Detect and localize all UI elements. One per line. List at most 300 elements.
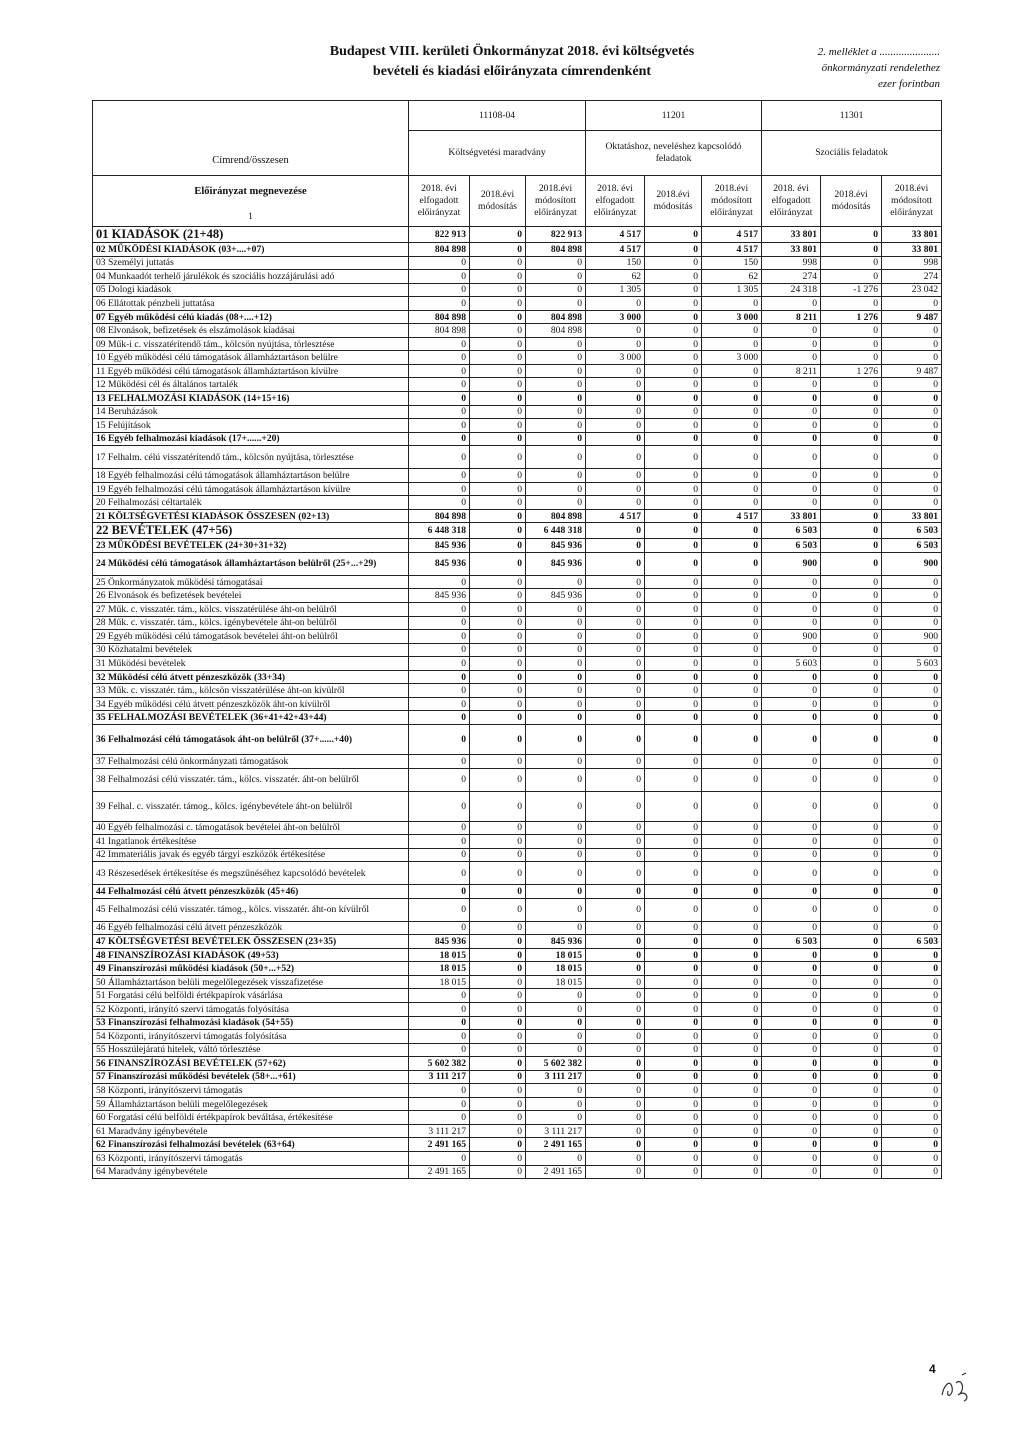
row-value: 0 <box>586 630 645 644</box>
table-row <box>93 962 942 976</box>
row-value: 1 305 <box>702 283 762 297</box>
row-value: 0 <box>882 324 942 338</box>
row-value: 0 <box>409 378 470 392</box>
row-value: 0 <box>470 898 526 921</box>
row-value: 0 <box>586 791 645 821</box>
row-value: 0 <box>821 724 882 754</box>
row-value: 0 <box>882 1124 942 1138</box>
row-value: 0 <box>526 256 586 270</box>
row-value: 0 <box>586 898 645 921</box>
row-value: 0 <box>882 419 942 433</box>
row-value: 0 <box>470 337 526 351</box>
row-value: 6 448 318 <box>526 523 586 539</box>
row-value: 0 <box>645 405 702 419</box>
row-value: 0 <box>409 337 470 351</box>
row-label: 35 FELHALMOZÁSI BEVÉTELEK (36+41+42+43+44) <box>93 711 409 725</box>
row-value: 4 517 <box>586 243 645 257</box>
group-code-1: 11108-04 <box>409 101 586 131</box>
row-value: 0 <box>409 791 470 821</box>
row-value: 0 <box>586 1070 645 1084</box>
row-value: 0 <box>470 1138 526 1152</box>
row-label: 11 Egyéb működési célú támogatások államháztartáson kívülre <box>93 364 409 378</box>
row-label: 30 Közhatalmi bevételek <box>93 643 409 657</box>
row-value: 0 <box>702 962 762 976</box>
row-value: 0 <box>882 405 942 419</box>
row-value: 0 <box>702 1070 762 1084</box>
row-value: 0 <box>409 1111 470 1125</box>
row-value: 0 <box>526 711 586 725</box>
row-value: 0 <box>470 885 526 899</box>
row-value: 1 276 <box>821 310 882 324</box>
table-row <box>93 657 942 671</box>
row-label: 49 Finanszírozási működési kiadások (50+...+52) <box>93 962 409 976</box>
row-value: 0 <box>821 1124 882 1138</box>
row-value: 0 <box>821 1084 882 1098</box>
row-value: 0 <box>821 791 882 821</box>
row-value: 0 <box>821 552 882 575</box>
title-line-1: Budapest VIII. kerületi Önkormányzat 2018. évi költségvetés <box>329 44 695 59</box>
table-row <box>93 324 942 338</box>
row-value: 2 491 165 <box>526 1138 586 1152</box>
row-label: 63 Központi, irányítószervi támogatás <box>93 1151 409 1165</box>
row-value: 804 898 <box>409 243 470 257</box>
row-value: 0 <box>470 496 526 510</box>
row-label: 36 Felhalmozási célú támogatások áht-on belülről (37+......+40) <box>93 724 409 754</box>
row-value: 62 <box>702 270 762 284</box>
row-value: 0 <box>526 724 586 754</box>
row-value: 0 <box>821 862 882 885</box>
row-value: 845 936 <box>409 935 470 949</box>
row-value: 0 <box>702 337 762 351</box>
row-value: 0 <box>645 482 702 496</box>
row-value: 822 913 <box>409 227 470 243</box>
row-value: 0 <box>409 1016 470 1030</box>
page-number: 4 <box>929 1362 936 1376</box>
row-value: 900 <box>882 552 942 575</box>
row-value: 900 <box>762 552 821 575</box>
row-value: 804 898 <box>526 310 586 324</box>
row-value: 0 <box>526 1084 586 1098</box>
row-value: 0 <box>586 552 645 575</box>
row-value: 0 <box>409 848 470 862</box>
row-value: 0 <box>526 791 586 821</box>
row-value: 0 <box>702 496 762 510</box>
row-value: 0 <box>702 432 762 446</box>
row-value: 0 <box>645 1138 702 1152</box>
row-value: 0 <box>762 469 821 483</box>
row-value: 0 <box>882 603 942 617</box>
row-value: 0 <box>470 1084 526 1098</box>
row-value: 0 <box>762 862 821 885</box>
row-value: 0 <box>882 848 942 862</box>
row-value: 0 <box>882 1030 942 1044</box>
row-value: 0 <box>470 364 526 378</box>
row-value: 0 <box>526 337 586 351</box>
row-value: 0 <box>409 768 470 791</box>
row-value: 0 <box>586 862 645 885</box>
row-value: 0 <box>526 482 586 496</box>
table-row <box>93 575 942 589</box>
row-label: 41 Ingatlanok értékesítése <box>93 835 409 849</box>
row-value: 0 <box>470 935 526 949</box>
row-value: 0 <box>882 885 942 899</box>
row-value: 0 <box>821 227 882 243</box>
row-value: 0 <box>470 616 526 630</box>
row-value: 0 <box>702 724 762 754</box>
row-value: 845 936 <box>526 589 586 603</box>
row-value: 0 <box>526 848 586 862</box>
row-value: 0 <box>882 297 942 311</box>
table-row <box>93 256 942 270</box>
row-value: 0 <box>409 297 470 311</box>
subcol-elfogadott-1: 2018. évi elfogadott előirányzat <box>409 176 470 227</box>
row-value: 0 <box>645 630 702 644</box>
row-value: 0 <box>762 337 821 351</box>
row-value: 0 <box>702 1151 762 1165</box>
row-value: 0 <box>526 392 586 406</box>
row-value: 0 <box>821 989 882 1003</box>
row-value: 0 <box>702 1165 762 1179</box>
row-value: 0 <box>821 821 882 835</box>
row-value: 0 <box>762 1084 821 1098</box>
row-value: 0 <box>821 1138 882 1152</box>
row-value: 0 <box>702 630 762 644</box>
row-value: 0 <box>470 446 526 469</box>
group-code-2: 11201 <box>586 101 762 131</box>
row-value: 0 <box>882 948 942 962</box>
row-value: 0 <box>882 1084 942 1098</box>
row-value: 0 <box>702 603 762 617</box>
row-value: 33 801 <box>882 509 942 523</box>
row-value: 0 <box>645 469 702 483</box>
row-value: 0 <box>409 432 470 446</box>
row-value: 0 <box>586 378 645 392</box>
row-value: 0 <box>702 297 762 311</box>
row-value: 0 <box>470 1057 526 1071</box>
row-value: 0 <box>882 378 942 392</box>
row-value: 9 487 <box>882 364 942 378</box>
row-value: 2 491 165 <box>526 1165 586 1179</box>
table-row <box>93 835 942 849</box>
row-value: 0 <box>882 643 942 657</box>
row-value: 3 111 217 <box>409 1070 470 1084</box>
row-value: 0 <box>526 989 586 1003</box>
row-label: 12 Működési cél és általános tartalék <box>93 378 409 392</box>
row-value: 0 <box>645 351 702 365</box>
table-row <box>93 684 942 698</box>
row-value: 0 <box>762 1151 821 1165</box>
row-value: 0 <box>702 791 762 821</box>
row-value: 0 <box>645 603 702 617</box>
row-value: 0 <box>470 1043 526 1057</box>
eloiranyzat-header <box>93 176 409 227</box>
row-label: 21 KÖLTSÉGVETÉSI KIADÁSOK ÖSSZESEN (02+13) <box>93 509 409 523</box>
row-value: 0 <box>882 989 942 1003</box>
row-value: 0 <box>409 835 470 849</box>
row-value: 900 <box>882 630 942 644</box>
row-value: 0 <box>526 1016 586 1030</box>
row-value: 0 <box>586 711 645 725</box>
row-value: 0 <box>470 392 526 406</box>
row-label: 18 Egyéb felhalmozási célú támogatások államháztartáson belülre <box>93 469 409 483</box>
row-value: 0 <box>821 630 882 644</box>
row-value: 0 <box>645 684 702 698</box>
row-value: 804 898 <box>409 509 470 523</box>
row-value: 0 <box>762 898 821 921</box>
row-value: 0 <box>586 405 645 419</box>
table-row <box>93 509 942 523</box>
row-value: 0 <box>821 1002 882 1016</box>
row-value: 804 898 <box>526 509 586 523</box>
row-value: 0 <box>702 589 762 603</box>
row-value: 0 <box>882 791 942 821</box>
row-value: 0 <box>821 482 882 496</box>
row-value: 0 <box>526 616 586 630</box>
row-value: 0 <box>409 643 470 657</box>
row-value: 0 <box>762 1165 821 1179</box>
row-value: 0 <box>470 724 526 754</box>
row-value: 0 <box>645 724 702 754</box>
row-value: 0 <box>470 523 526 539</box>
table-row <box>93 975 942 989</box>
row-value: 0 <box>586 1043 645 1057</box>
row-value: 0 <box>409 482 470 496</box>
row-value: 0 <box>821 921 882 935</box>
row-value: 0 <box>702 643 762 657</box>
row-label: 48 FINANSZÍROZÁSI KIADÁSOK (49+53) <box>93 948 409 962</box>
row-value: 0 <box>702 392 762 406</box>
row-value: 5 602 382 <box>409 1057 470 1071</box>
row-value: 0 <box>645 1111 702 1125</box>
row-label: 45 Felhalmozási célú visszatér. támog., kölcs. visszatér. áht-on kívülről <box>93 898 409 921</box>
row-value: 0 <box>470 989 526 1003</box>
row-value: 0 <box>702 898 762 921</box>
row-value: 0 <box>645 1002 702 1016</box>
row-value: 0 <box>762 962 821 976</box>
table-row <box>93 482 942 496</box>
row-value: 0 <box>586 848 645 862</box>
row-value: 0 <box>762 684 821 698</box>
row-value: 0 <box>882 1097 942 1111</box>
row-value: 0 <box>702 405 762 419</box>
row-value: 0 <box>586 821 645 835</box>
row-value: 0 <box>821 603 882 617</box>
row-value: 0 <box>586 539 645 553</box>
row-value: 0 <box>702 989 762 1003</box>
row-value: 18 015 <box>409 975 470 989</box>
row-value: 0 <box>586 364 645 378</box>
row-value: 0 <box>470 670 526 684</box>
row-value: 0 <box>586 469 645 483</box>
row-value: 0 <box>586 324 645 338</box>
row-value: 0 <box>702 324 762 338</box>
row-value: 0 <box>702 975 762 989</box>
table-row <box>93 270 942 284</box>
row-value: 150 <box>702 256 762 270</box>
row-value: 0 <box>762 1030 821 1044</box>
row-value: 804 898 <box>409 324 470 338</box>
row-value: 0 <box>882 898 942 921</box>
row-label: 09 Műk-i c. visszatérítendő tám., kölcsön nyújtása, törlesztése <box>93 337 409 351</box>
table-row <box>93 1043 942 1057</box>
table-row <box>93 1138 942 1152</box>
annex-note <box>790 44 940 92</box>
table-row <box>93 921 942 935</box>
row-value: 0 <box>470 419 526 433</box>
row-value: 0 <box>645 509 702 523</box>
row-value: 0 <box>526 1002 586 1016</box>
row-label: 10 Egyéb működési célú támogatások államháztartáson belülre <box>93 351 409 365</box>
row-label: 03 Személyi juttatás <box>93 256 409 270</box>
row-value: 5 602 382 <box>526 1057 586 1071</box>
row-value: 0 <box>586 643 645 657</box>
row-value: 0 <box>470 1111 526 1125</box>
row-value: 0 <box>762 768 821 791</box>
row-value: 845 936 <box>526 539 586 553</box>
table-row <box>93 791 942 821</box>
row-value: 0 <box>762 378 821 392</box>
row-value: 33 801 <box>762 243 821 257</box>
row-value: 0 <box>762 1111 821 1125</box>
row-label: 14 Beruházások <box>93 405 409 419</box>
row-value: 0 <box>645 1097 702 1111</box>
row-value: 845 936 <box>409 589 470 603</box>
row-value: 0 <box>645 446 702 469</box>
row-value: 6 448 318 <box>409 523 470 539</box>
row-value: 0 <box>702 935 762 949</box>
row-value: 0 <box>645 697 702 711</box>
row-label: 54 Központi, irányítószervi támogatás folyósítása <box>93 1030 409 1044</box>
row-value: 0 <box>409 496 470 510</box>
row-value: 0 <box>409 1002 470 1016</box>
row-value: 0 <box>470 754 526 768</box>
row-value: 0 <box>762 297 821 311</box>
row-value: 0 <box>645 989 702 1003</box>
row-value: 0 <box>821 243 882 257</box>
row-label: 22 BEVÉTELEK (47+56) <box>93 523 409 539</box>
row-value: 0 <box>470 1070 526 1084</box>
row-label: 64 Maradvány igénybevétele <box>93 1165 409 1179</box>
row-value: 0 <box>645 575 702 589</box>
table-row <box>93 469 942 483</box>
row-value: 0 <box>409 989 470 1003</box>
row-value: 18 015 <box>409 962 470 976</box>
row-value: 0 <box>645 670 702 684</box>
title-line-2: bevételi és kiadási előirányzata címrendenként <box>372 64 652 79</box>
row-value: 3 000 <box>586 351 645 365</box>
row-value: 0 <box>762 885 821 899</box>
row-value: 0 <box>882 921 942 935</box>
table-row <box>93 1084 942 1098</box>
row-value: 0 <box>702 684 762 698</box>
row-value: 0 <box>702 364 762 378</box>
row-value: 0 <box>586 589 645 603</box>
row-value: 0 <box>470 630 526 644</box>
row-value: 0 <box>526 835 586 849</box>
row-value: 0 <box>586 419 645 433</box>
row-value: 0 <box>470 684 526 698</box>
row-value: 0 <box>645 243 702 257</box>
row-value: 0 <box>882 1138 942 1152</box>
row-value: 0 <box>645 523 702 539</box>
row-label: 44 Felhalmozási célú átvett pénzeszközök (45+46) <box>93 885 409 899</box>
row-label: 31 Működési bevételek <box>93 657 409 671</box>
subcol-modositott-3: 2018.évi módosított előirányzat <box>882 176 942 227</box>
row-value: 0 <box>821 670 882 684</box>
row-value: 0 <box>526 496 586 510</box>
row-value: 0 <box>470 351 526 365</box>
row-value: 0 <box>821 575 882 589</box>
row-label: 46 Egyéb felhalmozási célú átvett pénzeszközök <box>93 921 409 935</box>
row-value: 0 <box>762 432 821 446</box>
table-row <box>93 523 942 539</box>
row-value: 24 318 <box>762 283 821 297</box>
row-value: 0 <box>645 862 702 885</box>
row-value: 0 <box>821 697 882 711</box>
row-value: 0 <box>586 921 645 935</box>
row-value: 0 <box>409 1084 470 1098</box>
row-value: 0 <box>762 1097 821 1111</box>
row-value: 0 <box>821 1111 882 1125</box>
row-label: 40 Egyéb felhalmozási c. támogatások bevételei áht-on belülről <box>93 821 409 835</box>
row-value: 0 <box>882 496 942 510</box>
row-value: 0 <box>645 821 702 835</box>
row-value: 0 <box>821 509 882 523</box>
row-value: 0 <box>409 684 470 698</box>
row-value: 0 <box>821 885 882 899</box>
table-row <box>93 603 942 617</box>
subcol-modositas-2: 2018.évi módosítás <box>645 176 702 227</box>
row-value: 0 <box>586 482 645 496</box>
row-value: 0 <box>645 848 702 862</box>
row-value: 8 211 <box>762 310 821 324</box>
table-row <box>93 351 942 365</box>
row-value: 0 <box>409 711 470 725</box>
table-row <box>93 724 942 754</box>
row-label: 01 KIADÁSOK (21+48) <box>93 227 409 243</box>
row-value: 3 111 217 <box>526 1070 586 1084</box>
row-value: 0 <box>762 324 821 338</box>
table-row <box>93 768 942 791</box>
row-value: 0 <box>882 821 942 835</box>
row-value: 0 <box>526 575 586 589</box>
row-value: 0 <box>526 1043 586 1057</box>
row-value: 0 <box>762 754 821 768</box>
row-value: 0 <box>409 616 470 630</box>
row-value: 0 <box>470 270 526 284</box>
row-value: 0 <box>586 432 645 446</box>
row-value: 0 <box>882 482 942 496</box>
row-value: 0 <box>882 1151 942 1165</box>
row-value: 0 <box>470 1165 526 1179</box>
row-value: 0 <box>645 791 702 821</box>
row-value: 0 <box>645 364 702 378</box>
row-value: 0 <box>702 1016 762 1030</box>
row-value: 33 801 <box>882 243 942 257</box>
row-value: 845 936 <box>526 552 586 575</box>
row-value: 0 <box>702 523 762 539</box>
row-value: 0 <box>762 589 821 603</box>
table-row <box>93 310 942 324</box>
row-label: 55 Hosszúlejáratú hitelek, váltó törlesztése <box>93 1043 409 1057</box>
row-value: 0 <box>702 862 762 885</box>
subheader-row <box>93 176 942 227</box>
row-value: 0 <box>645 392 702 406</box>
row-value: 0 <box>470 283 526 297</box>
row-value: 0 <box>586 1151 645 1165</box>
row-value: 0 <box>645 589 702 603</box>
row-value: 0 <box>586 670 645 684</box>
